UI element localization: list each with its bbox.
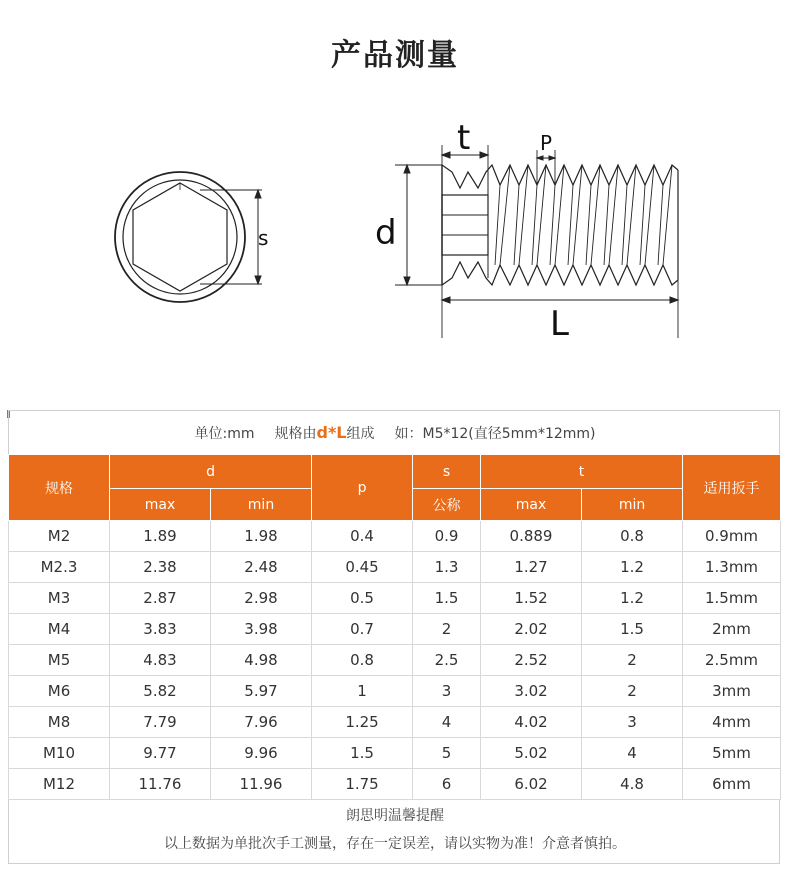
cell-s-nominal: 6	[413, 769, 481, 800]
cell-d-min: 5.97	[211, 676, 312, 707]
cell-size: M2	[9, 521, 110, 552]
cell-p: 0.45	[312, 552, 413, 583]
cell-t-max: 4.02	[481, 707, 582, 738]
table-row	[9, 645, 781, 676]
header-d-min: min	[211, 489, 312, 521]
cell-d-max: 5.82	[110, 676, 211, 707]
end-view-drawing	[115, 172, 262, 302]
cell-s-nominal: 2	[413, 614, 481, 645]
dimension-label-p: P	[540, 131, 553, 155]
cell-size: M4	[9, 614, 110, 645]
cell-p: 1.25	[312, 707, 413, 738]
dimension-label-d: d	[375, 213, 397, 253]
cell-d-max: 11.76	[110, 769, 211, 800]
cell-d-max: 4.83	[110, 645, 211, 676]
header-s: s	[413, 455, 481, 489]
cell-s-nominal: 3	[413, 676, 481, 707]
spec-table-panel	[8, 410, 780, 864]
cell-t-min: 1.5	[582, 614, 683, 645]
cell-t-min: 1.2	[582, 583, 683, 614]
cell-d-min: 2.98	[211, 583, 312, 614]
cell-wrench: 3mm	[683, 676, 781, 707]
cell-size: M2.3	[9, 552, 110, 583]
cell-t-min: 2	[582, 676, 683, 707]
cell-t-max: 6.02	[481, 769, 582, 800]
cell-d-max: 3.83	[110, 614, 211, 645]
cell-t-max: 5.02	[481, 738, 582, 769]
header-size: 规格	[9, 455, 110, 521]
cell-p: 1	[312, 676, 413, 707]
side-view-drawing	[395, 145, 678, 338]
header-wrench: 适用扳手	[683, 455, 781, 521]
cell-p: 0.7	[312, 614, 413, 645]
header-t: t	[481, 455, 683, 489]
spec-table-body	[9, 521, 781, 800]
cell-wrench: 5mm	[683, 738, 781, 769]
notice	[9, 799, 781, 853]
cell-t-max: 3.02	[481, 676, 582, 707]
cell-d-max: 9.77	[110, 738, 211, 769]
cell-s-nominal: 0.9	[413, 521, 481, 552]
size-rule-prefix: 规格由	[274, 426, 317, 442]
spec-table	[8, 454, 781, 800]
dimension-label-l: L	[550, 304, 569, 344]
cell-d-min: 9.96	[211, 738, 312, 769]
header-d-max: max	[110, 489, 211, 521]
cell-t-max: 1.27	[481, 552, 582, 583]
cell-s-nominal: 4	[413, 707, 481, 738]
cell-wrench: 1.5mm	[683, 583, 781, 614]
cell-d-max: 1.89	[110, 521, 211, 552]
cell-s-nominal: 2.5	[413, 645, 481, 676]
cell-wrench: 6mm	[683, 769, 781, 800]
cell-size: M10	[9, 738, 110, 769]
cell-d-min: 2.48	[211, 552, 312, 583]
cell-d-min: 11.96	[211, 769, 312, 800]
cell-t-min: 3	[582, 707, 683, 738]
cell-size: M12	[9, 769, 110, 800]
cell-s-nominal: 5	[413, 738, 481, 769]
cell-s-nominal: 1.5	[413, 583, 481, 614]
cell-t-min: 4	[582, 738, 683, 769]
cell-t-min: 0.8	[582, 521, 683, 552]
table-row	[9, 583, 781, 614]
cell-p: 0.4	[312, 521, 413, 552]
cell-d-min: 3.98	[211, 614, 312, 645]
screw-measurement-diagram	[0, 0, 790, 370]
cell-d-max: 2.38	[110, 552, 211, 583]
dimension-label-t: t	[457, 118, 471, 158]
size-example: 如：M5*12(直径5mm*12mm)	[394, 426, 596, 442]
header-t-min: min	[582, 489, 683, 521]
cell-wrench: 1.3mm	[683, 552, 781, 583]
table-row	[9, 738, 781, 769]
cell-size: M6	[9, 676, 110, 707]
dimension-label-s: s	[258, 226, 269, 250]
cell-s-nominal: 1.3	[413, 552, 481, 583]
cell-size: M5	[9, 645, 110, 676]
cell-t-max: 2.02	[481, 614, 582, 645]
cell-d-min: 4.98	[211, 645, 312, 676]
cell-p: 1.75	[312, 769, 413, 800]
table-row	[9, 521, 781, 552]
header-s-nominal: 公称	[413, 489, 481, 521]
header-p: p	[312, 455, 413, 521]
cell-wrench: 4mm	[683, 707, 781, 738]
cell-d-max: 7.79	[110, 707, 211, 738]
cell-d-min: 1.98	[211, 521, 312, 552]
size-rule-suffix: 组成	[346, 426, 375, 442]
table-row	[9, 552, 781, 583]
notice-text: 以上数据为单批次手工测量，存在一定误差，请以实物为准！介意者慎拍。	[164, 836, 626, 852]
cell-size: M8	[9, 707, 110, 738]
cell-t-min: 4.8	[582, 769, 683, 800]
header-d: d	[110, 455, 312, 489]
cell-p: 0.5	[312, 583, 413, 614]
table-row	[9, 614, 781, 645]
page-title: 产品测量	[331, 38, 459, 73]
table-row	[9, 707, 781, 738]
unit-note: 单位:mm	[194, 426, 255, 442]
notice-title: 朗思明温馨提醒	[346, 808, 444, 824]
size-rule-highlight: d*L	[316, 423, 347, 442]
cell-d-min: 7.96	[211, 707, 312, 738]
cell-t-min: 2	[582, 645, 683, 676]
table-row	[9, 769, 781, 800]
header-t-max: max	[481, 489, 582, 521]
cell-d-max: 2.87	[110, 583, 211, 614]
cell-t-max: 0.889	[481, 521, 582, 552]
cell-wrench: 0.9mm	[683, 521, 781, 552]
cell-t-max: 1.52	[481, 583, 582, 614]
cell-wrench: 2mm	[683, 614, 781, 645]
cell-p: 0.8	[312, 645, 413, 676]
cell-size: M3	[9, 583, 110, 614]
spec-intro	[9, 411, 781, 454]
cell-t-max: 2.52	[481, 645, 582, 676]
cell-t-min: 1.2	[582, 552, 683, 583]
cell-p: 1.5	[312, 738, 413, 769]
table-row	[9, 676, 781, 707]
cell-wrench: 2.5mm	[683, 645, 781, 676]
